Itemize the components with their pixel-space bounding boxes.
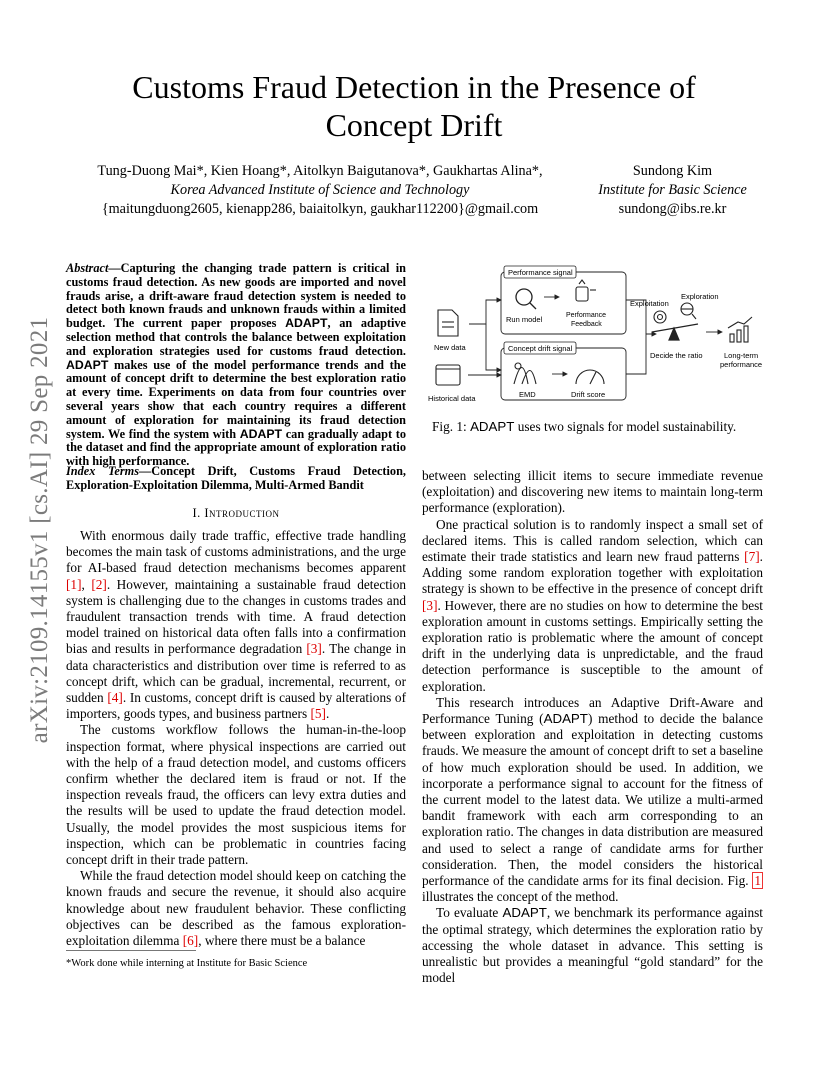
bar-chart-icon — [728, 317, 752, 342]
drift-score-label: Drift score — [571, 390, 606, 399]
paragraph: between selecting illicit items to secure immediate revenue (exploitation) and discovering new items to maintain long-term performance (exploration). — [422, 468, 763, 516]
author-email: sundong@ibs.re.kr — [618, 201, 727, 217]
author-name: Sundong Kim — [632, 163, 713, 179]
arxiv-identifier: arXiv:2109.14155v1 [cs.AI] 29 Sep 2021 — [26, 316, 53, 744]
citation-link[interactable]: [1] — [66, 576, 82, 592]
distribution-icon — [514, 363, 536, 384]
title-line-1: Customs Fraud Detection in the Presence of — [132, 69, 696, 105]
right-column-body — [422, 468, 763, 987]
title-line-2: Concept Drift — [325, 107, 503, 143]
exploration-label: Exploration — [681, 292, 719, 301]
performance-signal-label: Performance signal — [508, 268, 573, 277]
method-name: ADAPT — [66, 357, 109, 372]
paragraph: To evaluate ADAPT, we benchmark its performance against the optimal strategy, which determines the exploration ratio by accessing the whole dataset in advance. This setting is unrealistic but provides a meaningful “gold standard” for the model — [422, 905, 763, 986]
paragraph: With enormous daily trade traffic, effective trade handling becomes the main task of customs administrations, and the urge for AI-based fraud detection mechanisms becomes apparent [1], [2]. However, maintaining a sustainable fraud detection system is challenging due to the changes in customs trades and fraudulent transaction trends with time. A fraud detection model trained on historical data often falls into a confirmation bias and results in performance degradation [3]. The change in data characteristics and distribution over time is referred to as concept drift, which can be gradual, incremental, recurrent, or sudden [4]. In customs, concept drift is caused by alterations of importers, goods types, and business partners [5]. — [66, 528, 406, 722]
paragraph: One practical solution is to randomly inspect a small set of declared items. This is called random selection, which can estimate their trade statistics and learn new fraud patterns [7]. Adding some random exploration together with exploitation strategy is shown to be effective in the presence of concept drift [3]. However, there are no studies on how to determine the best exploration amount in customs settings. Empirically setting the exploration ratio is problematic where the amount of concept drift in the underlying data is unpredictable, and the fraud detection performance is susceptible to the amount of exploration. — [422, 516, 763, 694]
feedback-icon — [576, 280, 596, 301]
citation-link[interactable]: [2] — [91, 576, 107, 592]
method-name: ADAPT — [470, 419, 515, 434]
index-terms: Index Terms—Concept Drift, Customs Fraud Detection, Exploration-Exploitation Dilemma, Multi-Armed Bandit — [66, 464, 406, 492]
search-icon — [516, 289, 536, 309]
method-name: ADAPT — [543, 711, 588, 727]
historical-data-label: Historical data — [428, 394, 476, 403]
citation-link[interactable]: [4] — [107, 690, 123, 706]
abstract: Abstract—Capturing the changing trade pattern is critical in customs fraud detection. As new goods are imported and novel frauds arise, a drift-aware fraud detection system is needed to detect both known frauds and unknown frauds within a limited budget. The current paper proposes ADAPT, an adaptive selection method that controls the balance between exploitation and exploration strategies used for customs fraud detection. ADAPT makes use of the model performance trends and the amount of concept drift to determine the best exploration ratio at every time. Experiments on data from four countries over several years show that each country requires a different amount of exploration for maintaining its fraud detection system. We find the system with ADAPT can gradually adapt to the dataset and find the appropriate amount of exploration ratio with high performance. — [66, 261, 406, 469]
balance-scale-icon — [652, 324, 698, 340]
author-emails: {maitungduong2605, kienapp286, baiaitolkyn, gaukhar112200}@gmail.com — [101, 201, 539, 217]
footnote: *Work done while interning at Institute for Basic Science — [66, 958, 308, 969]
paragraph: This research introduces an Adaptive Drift-Aware and Performance Tuning (ADAPT) method to decide the balance between exploration and exploitation in detecting customs frauds. We measure the amount of concept drift to set a baseline of how much exploration should be used. In addition, we incorporate a performance signal to account for the fitness of the current model to the latest data. We utilize a multi-armed bandit framework with each arm corresponding to an exploration ratio. The changes in data distribution are measured and used to select a range of candidate arms for further consideration. Then, the model considers the historical performance of the candidate arms for its final decision. Fig. 1 illustrates the concept of the method. — [422, 694, 763, 905]
paragraph: While the fraud detection model should keep on catching the known frauds and secure the revenue, it should also acquire knowledge about new fraudulent behavior. These conflicting objectives can be described as the famous exploration-exploitation dilemma [6], where there must be a balance — [66, 868, 406, 949]
feedback-label: Feedback — [571, 321, 602, 328]
run-model-label: Run model — [506, 315, 543, 324]
paragraph: The customs workflow follows the human-in-the-loop inspection format, where physical inspections are carried out with the help of a fraud detection model, and customs officers confirm whether the declared item is fraud or not. If the inspection reveals fraud, the officers can levy extra duties and the results will be used to update the fraud detection model. Usually, the model provides the most suspicious items for inspection, which can be problematic in countries facing concept drift in their trade pattern. — [66, 722, 406, 868]
document-icon — [438, 310, 458, 336]
performance-label: performance — [720, 360, 763, 369]
author-block-2 — [575, 162, 770, 219]
target-icon — [654, 311, 666, 323]
citation-link[interactable]: [3] — [306, 641, 322, 657]
section-heading: I. Introduction — [192, 506, 280, 520]
citation-link[interactable]: [3] — [422, 597, 438, 613]
long-term-label: Long-term — [724, 351, 759, 360]
method-name: ADAPT — [285, 316, 328, 331]
citation-link[interactable]: [5] — [310, 706, 326, 722]
author-names: Tung-Duong Mai*, Kien Hoang*, Aitolkyn Baigutanova*, Gaukhartas Alina*, — [97, 163, 543, 179]
concept-drift-signal-label: Concept drift signal — [508, 344, 573, 353]
citation-link[interactable]: [7] — [744, 549, 760, 565]
performance-label: Performance — [566, 312, 607, 319]
abstract-label: Abstract — [66, 261, 109, 275]
author-affiliation: Institute for Basic Science — [598, 182, 747, 198]
figure-1-diagram — [424, 262, 774, 410]
method-name: ADAPT — [239, 426, 283, 441]
method-name: ADAPT — [502, 905, 547, 921]
folder-icon — [436, 365, 460, 385]
paper-title — [80, 68, 748, 144]
decide-ratio-label: Decide the ratio — [650, 351, 703, 360]
figure-caption: Fig. 1: ADAPT uses two signals for model sustainability. — [432, 419, 737, 434]
citation-link[interactable]: [6] — [182, 933, 199, 949]
index-terms-label: Index Terms — [66, 464, 139, 478]
emd-label: EMD — [519, 390, 536, 399]
exploitation-label: Exploitation — [630, 299, 669, 308]
author-affiliation: Korea Advanced Institute of Science and Technology — [170, 182, 470, 198]
left-column-body — [66, 528, 406, 949]
figure-reference-link[interactable]: 1 — [754, 873, 761, 889]
author-block-1 — [70, 162, 570, 219]
new-data-label: New data — [434, 343, 466, 352]
gauge-icon — [576, 370, 604, 384]
globe-search-icon — [681, 303, 696, 319]
footnote-rule — [66, 950, 196, 951]
